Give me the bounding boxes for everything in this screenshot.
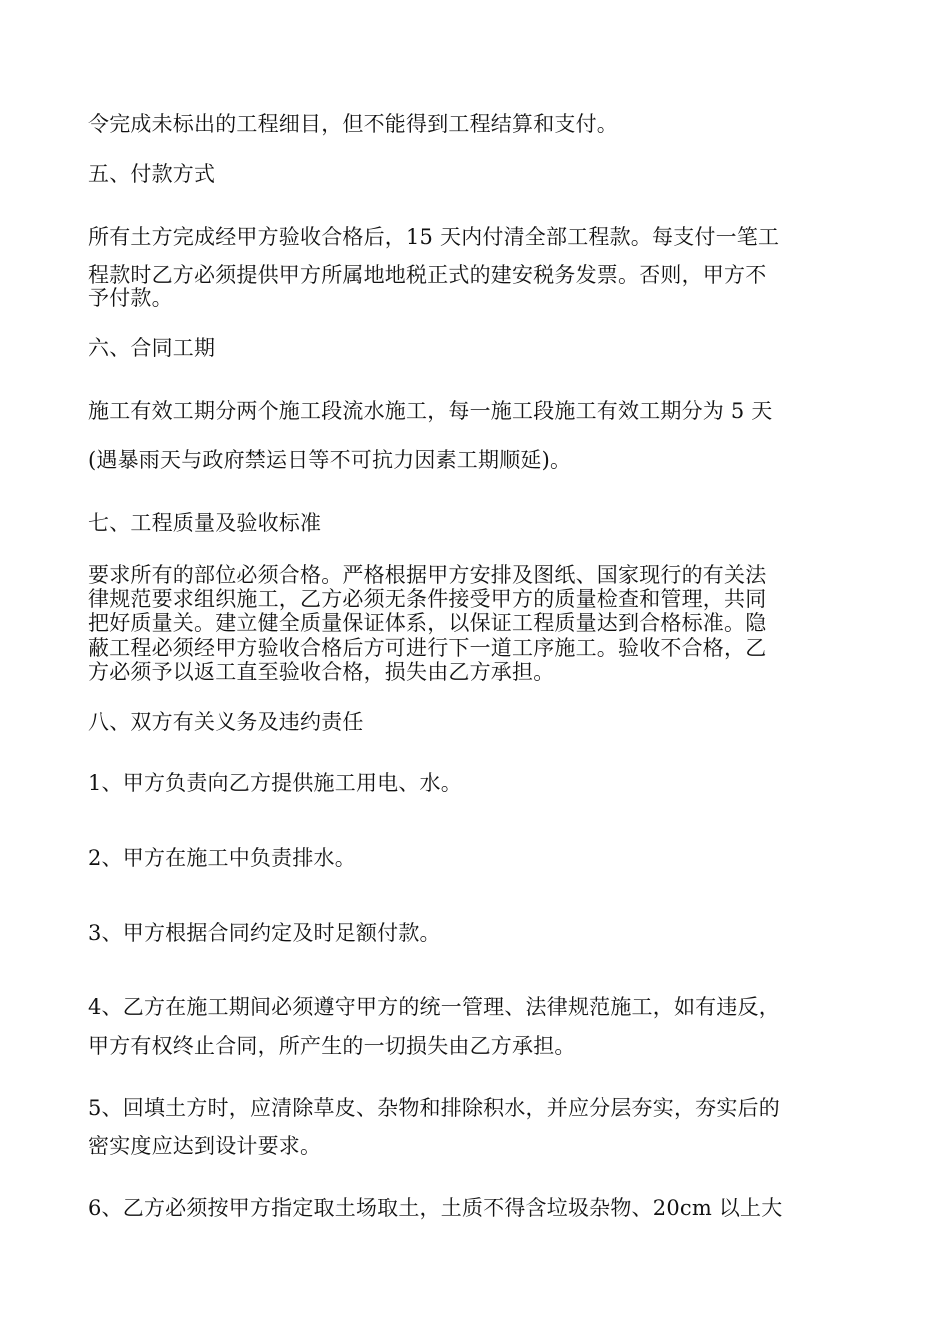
list-item-continuation: 甲方有权终止合同，所产生的一切损失由乙方承担。 bbox=[88, 1034, 576, 1058]
list-item: 1、甲方负责向乙方提供施工用电、水。 bbox=[88, 771, 462, 795]
list-item: 5、回填土方时，应清除草皮、杂物和排除积水，并应分层夯实，夯实后的 bbox=[88, 1096, 780, 1120]
list-item-continuation: 密实度应达到设计要求。 bbox=[88, 1134, 322, 1158]
paragraph-line: 律规范要求组织施工，乙方必须无条件接受甲方的质量检查和管理，共同 bbox=[88, 587, 767, 611]
section-heading-payment: 五、付款方式 bbox=[88, 162, 216, 186]
section-heading-quality: 七、工程质量及验收标准 bbox=[88, 511, 322, 535]
list-item: 3、甲方根据合同约定及时足额付款。 bbox=[88, 921, 441, 945]
section-heading-schedule: 六、合同工期 bbox=[88, 336, 216, 360]
paragraph-line: 要求所有的部位必须合格。严格根据甲方安排及图纸、国家现行的有关法 bbox=[88, 563, 767, 587]
paragraph-line: 施工有效工期分两个施工段流水施工，每一施工段施工有效工期分为 5 天 bbox=[88, 399, 773, 423]
section-heading-obligations: 八、双方有关义务及违约责任 bbox=[88, 710, 364, 734]
paragraph-line: 所有土方完成经甲方验收合格后，15 天内付清全部工程款。每支付一笔工 bbox=[88, 225, 780, 249]
paragraph-line: 令完成未标出的工程细目，但不能得到工程结算和支付。 bbox=[88, 112, 618, 136]
list-item: 4、乙方在施工期间必须遵守甲方的统一管理、法律规范施工，如有违反， bbox=[88, 995, 780, 1019]
paragraph-line: 程款时乙方必须提供甲方所属地地税正式的建安税务发票。否则，甲方不 bbox=[88, 263, 767, 287]
paragraph-line: (遇暴雨天与政府禁运日等不可抗力因素工期顺延)。 bbox=[88, 448, 572, 472]
list-item: 2、甲方在施工中负责排水。 bbox=[88, 846, 356, 870]
list-item: 6、乙方必须按甲方指定取土场取土，土质不得含垃圾杂物、20cm 以上大 bbox=[88, 1196, 783, 1220]
paragraph-line: 予付款。 bbox=[88, 286, 173, 310]
paragraph-line: 把好质量关。建立健全质量保证体系，以保证工程质量达到合格标准。隐 bbox=[88, 611, 767, 635]
paragraph-line: 蔽工程必须经甲方验收合格后方可进行下一道工序施工。验收不合格，乙 bbox=[88, 636, 767, 660]
paragraph-line: 方必须予以返工直至验收合格，损失由乙方承担。 bbox=[88, 660, 555, 684]
